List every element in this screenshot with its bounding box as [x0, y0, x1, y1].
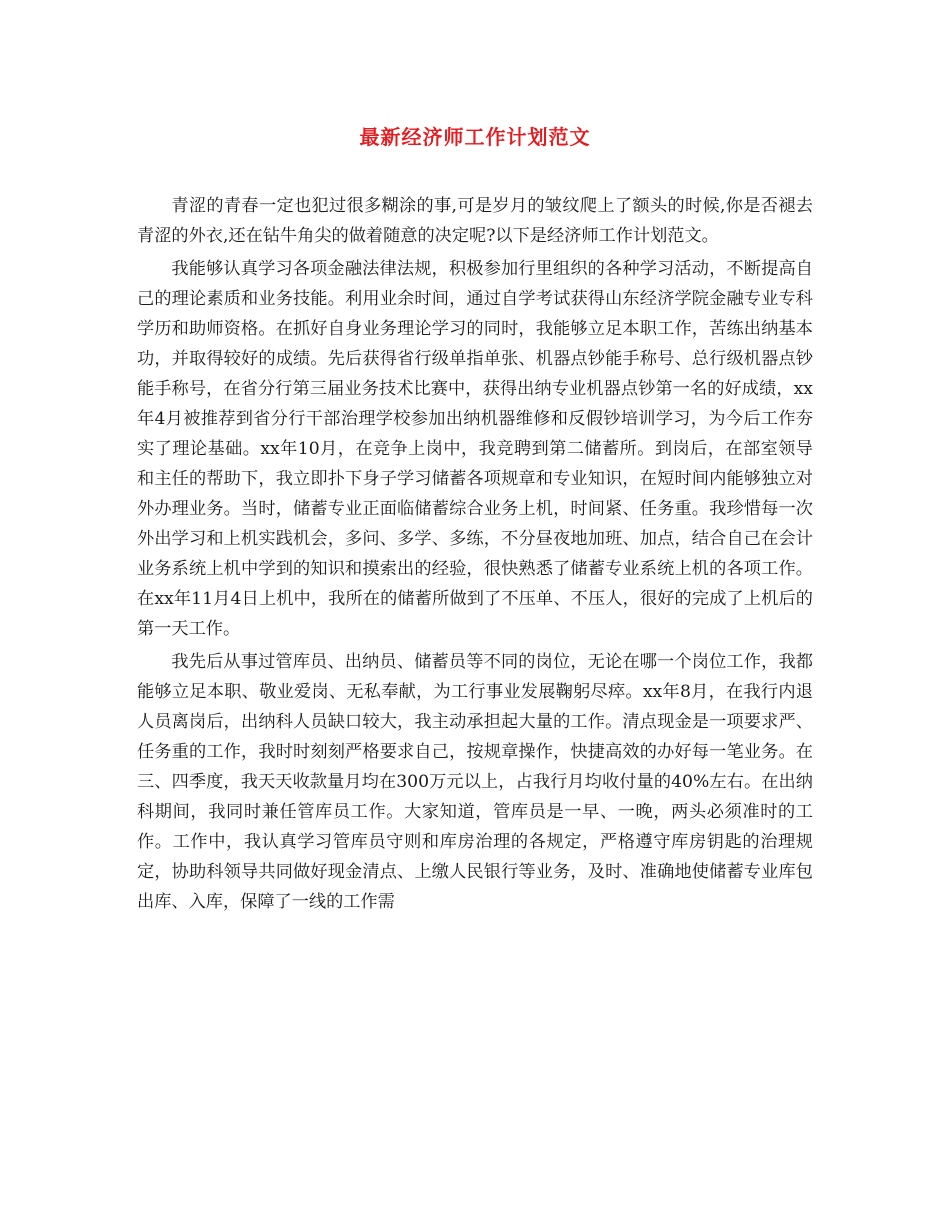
- document-title: 最新经济师工作计划范文: [359, 125, 591, 149]
- paragraph-intro: 青涩的青春一定也犯过很多糊涂的事,可是岁月的皱纹爬上了额头的时候,你是否褪去青涩的外衣,还在钻牛角尖的做着随意的决定呢?以下是经济师工作计划范文。: [137, 196, 813, 246]
- paragraph-study-and-work: 我能够认真学习各项金融法律法规，积极参加行里组织的各种学习活动，不断提高自己的理论素质和业务技能。利用业余时间，通过自学考试获得山东经济学院金融专业专科学历和助师资格。在抓好自身业务理论学习的同时，我能够立足本职工作，苦练出纳基本功，并取得较好的成绩。先后获得省行级单指单张、机器点钞能手称号、总行级机器点钞能手称号，在省分行第三届业务技术比赛中，获得出纳专业机器点钞第一名的好成绩，xx年4月被推荐到省分行干部治理学校参加出纳机器维修和反假钞培训学习，为今后工作夯实了理论基础。xx年10月，在竞争上岗中，我竞聘到第二储蓄所。到岗后，在部室领导和主任的帮助下，我立即扑下身子学习储蓄各项规章和专业知识，在短时间内能够独立对外办理业务。当时，储蓄专业正面临储蓄综合业务上机，时间紧、任务重。我珍惜每一次外出学习和上机实践机会，多问、多学、多练，不分昼夜地加班、加点，结合自己在会计业务系统上机中学到的知识和摸索出的经验，很快熟悉了储蓄专业系统上机的各项工作。在xx年11月4日上机中，我所在的储蓄所做到了不压单、不压人，很好的完成了上机后的第一天工作。: [137, 259, 813, 639]
- document-body: [137, 191, 813, 920]
- paragraph-positions: 我先后从事过管库员、出纳员、储蓄员等不同的岗位，无论在哪一个岗位工作，我都能够立足本职、敬业爱岗、无私奉献，为工行事业发展鞠躬尽瘁。xx年8月，在我行内退人员离岗后，出纳科人员缺口较大，我主动承担起大量的工作。清点现金是一项要求严、任务重的工作，我时时刻刻严格要求自己，按规章操作，快捷高效的办好每一笔业务。在三、四季度，我天天收款量月均在300万元以上，占我行月均收付量的40%左右。在出纳科期间，我同时兼任管库员工作。大家知道，管库员是一早、一晚，两头必须准时的工作。工作中，我认真学习管库员守则和库房治理的各规定，严格遵守库房钥匙的治理规定，协助科领导共同做好现金清点、上缴人民银行等业务，及时、准确地使储蓄专业库包出库、入库，保障了一线的工作需: [137, 652, 813, 912]
